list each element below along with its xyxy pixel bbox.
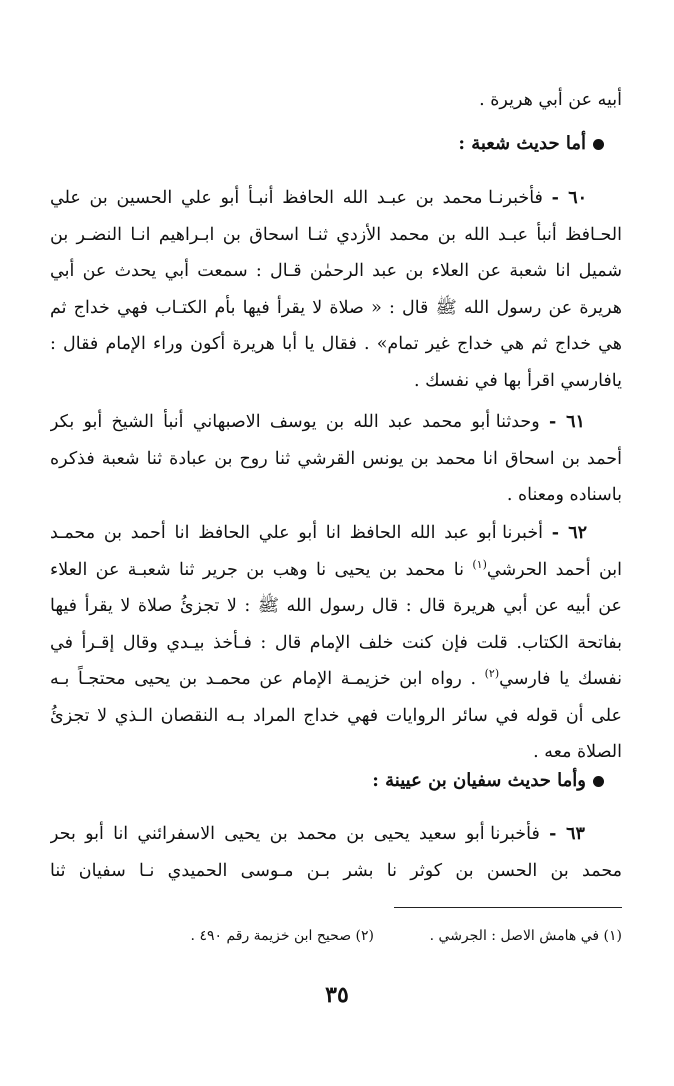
paragraph-line: بفاتحة الكتاب. قلت فإن كنت خلف الإمام قال : فـأخذ بيـدي وقال إقـرأ في — [50, 632, 622, 653]
paragraph-line — [50, 180, 622, 217]
footnote-marker: (١) — [472, 557, 487, 571]
paragraph-line: الحـافظ أنبأ عبـد الله بن محمد الأزدي ثنـا اسحاق بن ابـراهيم انـا النضـر بن — [50, 224, 622, 245]
footnote-divider — [394, 907, 622, 908]
text-run: نا محمد بن يحيى نا وهب بن جرير ثنا شعبـة عن العلاء — [50, 559, 473, 580]
paragraph-line: محمد بن الحسن بن كوثر نا بشر بـن مـوسى الحميدي نـا سفيان ثنا — [50, 860, 622, 881]
hadith-number: ٦٢ - — [551, 523, 588, 543]
paragraph-line — [50, 404, 622, 441]
paragraph-line: باسناده ومعناه . — [506, 485, 622, 505]
intro-line: أبيه عن أبي هريرة . — [479, 90, 622, 110]
footnote-marker: (٢) — [484, 667, 500, 681]
paragraph-line: يافارسي اقرأ بها في نفسك . — [413, 370, 622, 391]
page-number: ٣٥ — [325, 982, 349, 1008]
paragraph-line: هريرة عن رسول الله ﷺ قال : « صلاة لا يقرأ فيها بأم الكتـاب فهي خداج ثم — [50, 297, 622, 318]
paragraph-line: شميل انا شعبة عن العلاء بن عبد الرحمٰن قـال : سمعت أبي يحدث عن أبي — [50, 261, 622, 281]
paragraph-60 — [50, 180, 622, 399]
hadith-number: ٦٣ - — [549, 824, 585, 844]
section-heading-sufyan — [372, 770, 604, 791]
footnote-2: (٢) صحيح ابن خزيمة رقم ٤٩٠ . — [190, 928, 374, 944]
paragraph-line — [50, 552, 622, 589]
paragraph-61 — [50, 404, 622, 514]
heading-sufyan-text: وأما حديث سفيان بن عيينة : — [372, 770, 586, 791]
paragraph-62 — [50, 515, 622, 771]
footnote-1: (١) في هامش الاصل : الجرشي . — [429, 928, 622, 944]
intro-text — [50, 82, 622, 119]
text-run: أخبرنا أبو عبد الله الحافظ انا أبو علي الحافظ انا أحمد بن محمـد — [50, 523, 544, 543]
paragraph-line — [50, 515, 622, 552]
text-run: وحدثنا أبو محمد عبد الله بن يوسف الاصبهاني أنبأ الشيخ أبو بكر — [50, 412, 540, 432]
text-run: فأخبرنا أبو سعيد يحيى بن محمد بن يحيى الاسفرائني انا أبو بحر — [50, 824, 540, 844]
hadith-number: ٦٠ - — [551, 188, 588, 208]
hadith-number: ٦١ - — [548, 412, 585, 432]
paragraph-line: أحمد بن اسحاق انا محمد بن يونس القرشي ثنا روح بن عبادة ثنا شعبة فذكره — [50, 448, 622, 469]
paragraph-63 — [50, 816, 622, 889]
paragraph-line: هي خداج ثم هي خداج غير تمام» . فقال يا أبا هريرة أكون وراء الإمام فقال : — [50, 334, 622, 354]
paragraph-line — [50, 816, 622, 853]
text-run: . رواه ابن خزيمـة الإمام عن محمـد بن يحيى محتجـاً بـه — [50, 669, 485, 689]
paragraph-line: على أن قوله في سائر الروايات فهي خداج المراد بـه النقصان الـذي لا تجزئُ — [50, 705, 622, 726]
bullet-icon — [593, 139, 604, 150]
heading-shuba-text: أما حديث شعبة : — [458, 133, 586, 154]
text-run: فأخبرنـا محمد بن عبـد الله الحافظ أنبـأ أبو علي الحسين بن علي — [50, 188, 543, 208]
text-run: ابن أحمد الحرشي — [486, 559, 622, 580]
paragraph-line — [50, 661, 622, 698]
bullet-icon — [593, 776, 604, 787]
paragraph-line: الصلاة معه . — [533, 742, 622, 762]
paragraph-line: عن أبيه عن أبي هريرة قال : قال رسول الله ﷺ : لا تجزئُ صلاة لا يقرأ فيها — [50, 596, 622, 616]
text-run: نفسك يا فارسي — [499, 669, 622, 689]
section-heading-shuba — [458, 133, 604, 154]
